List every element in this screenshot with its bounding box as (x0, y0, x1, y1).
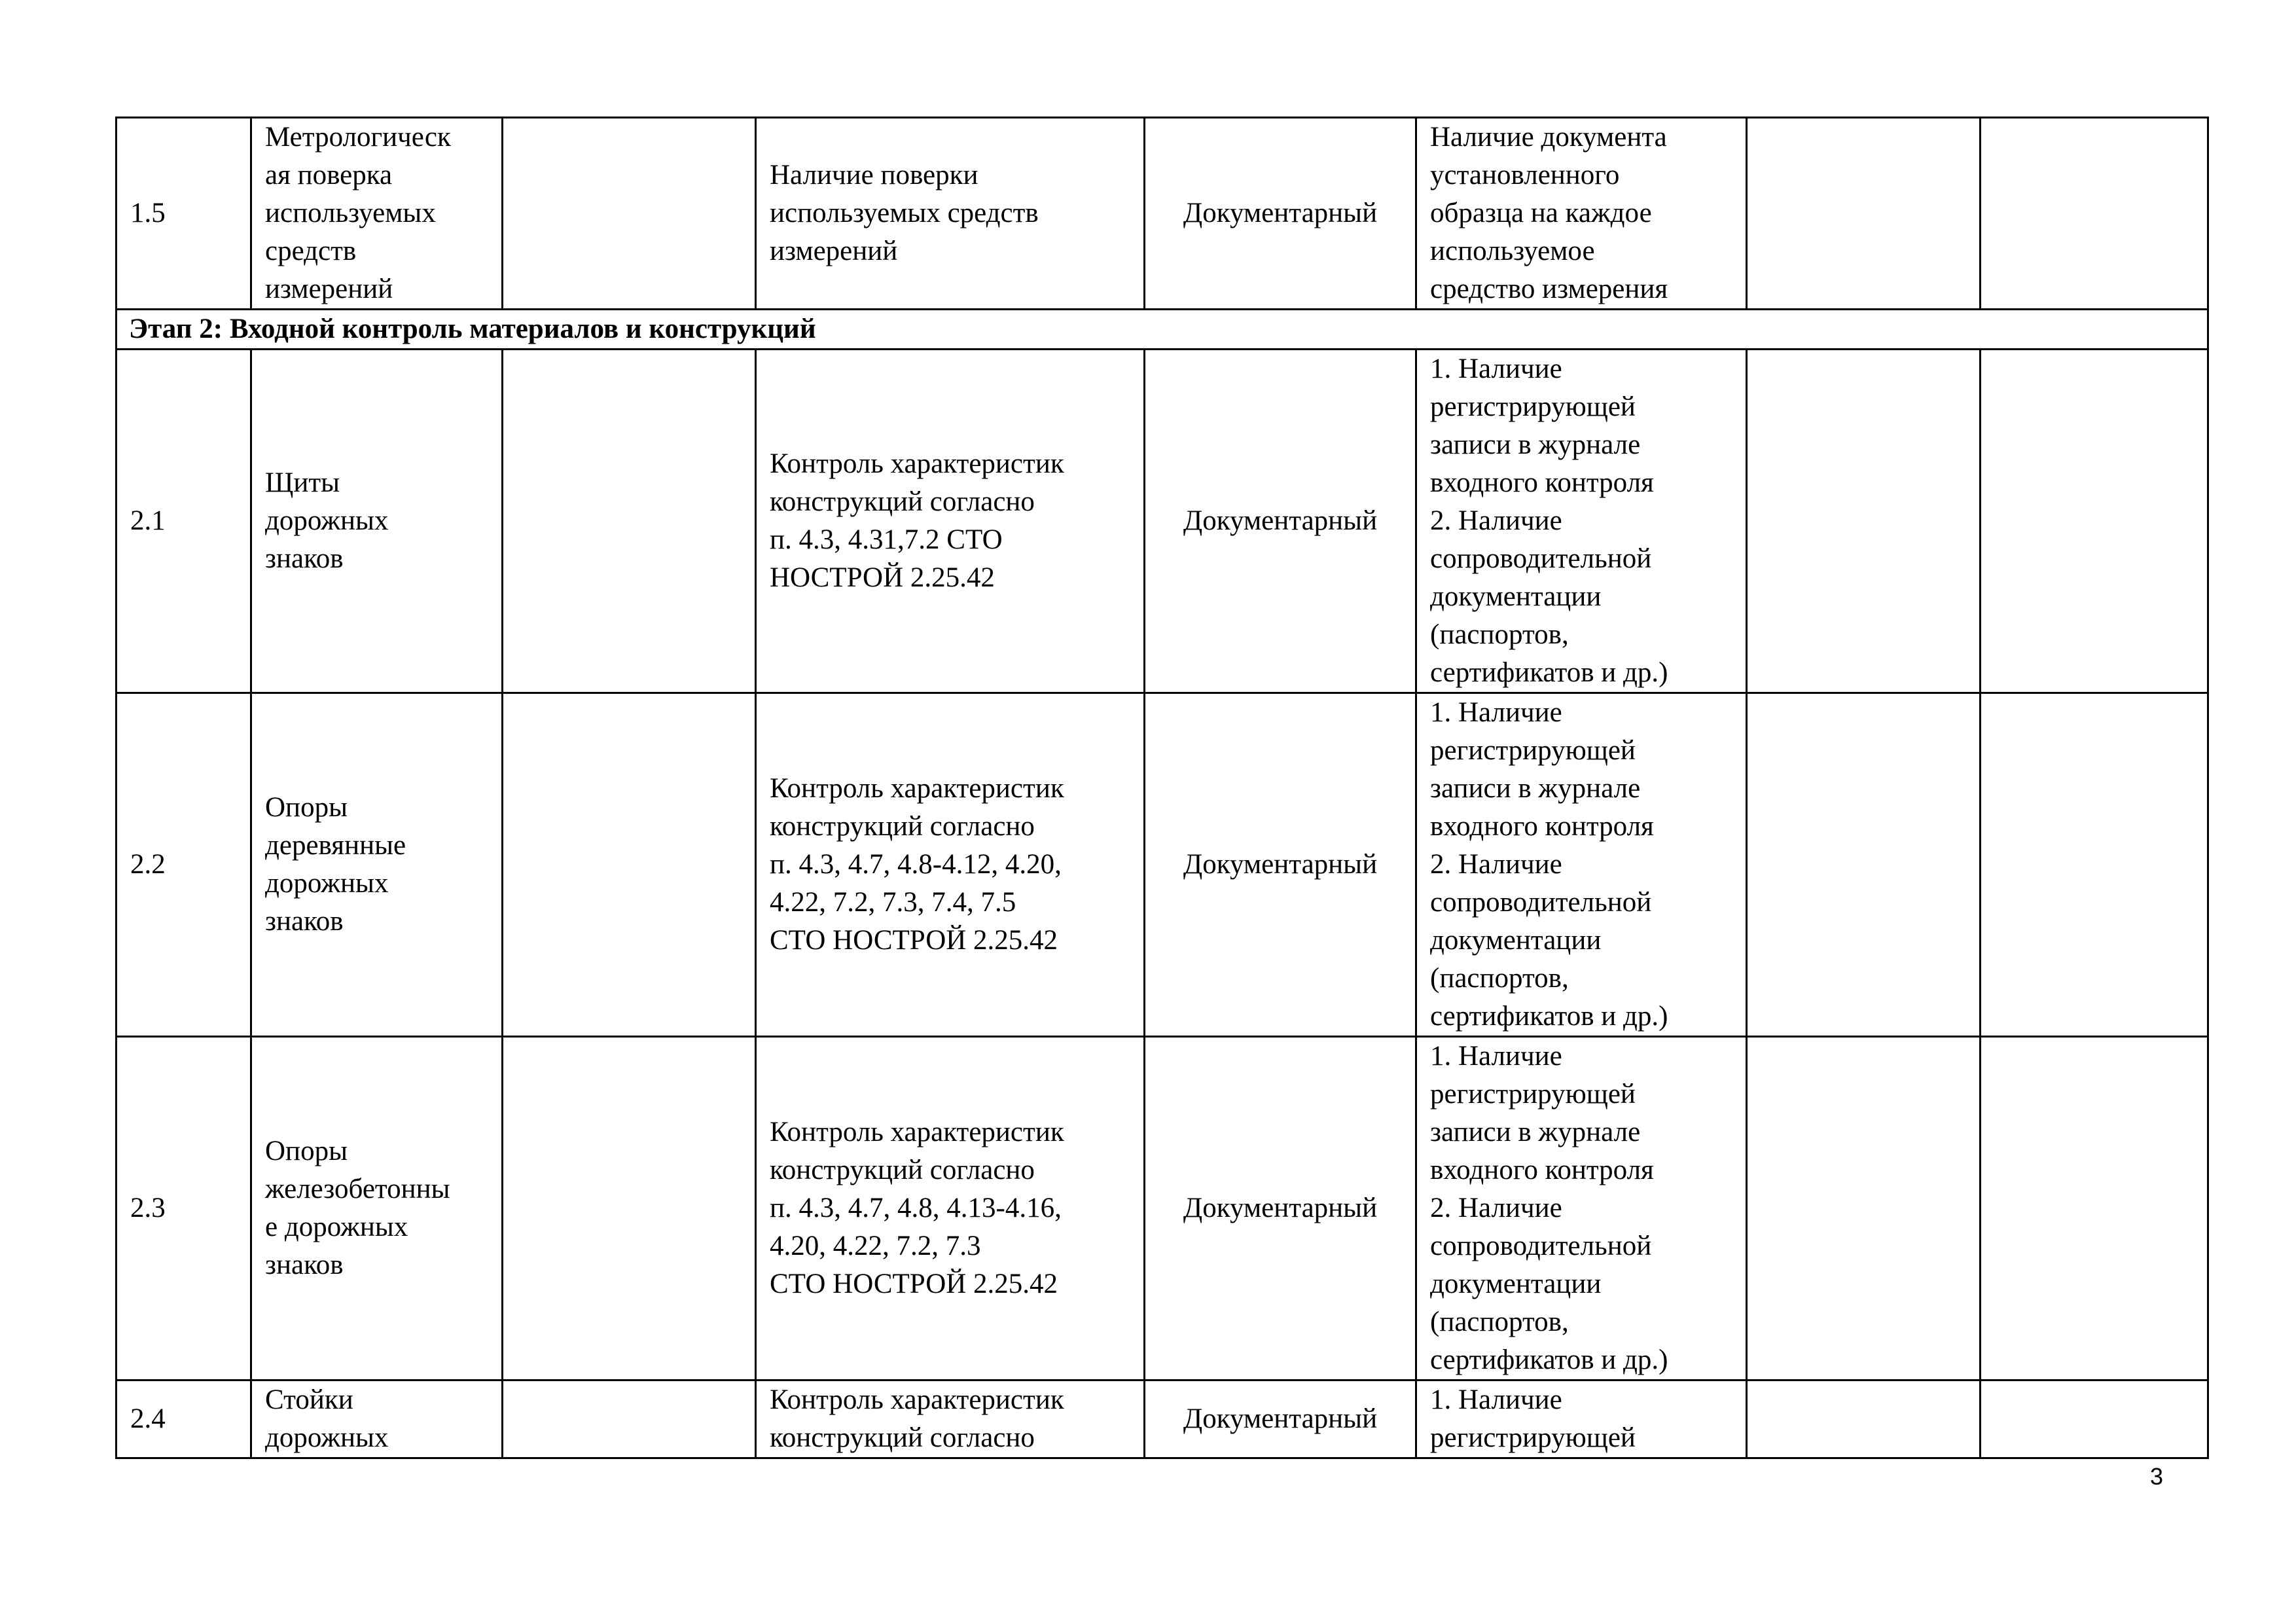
control-object: Метрологическ ая поверка используемых средств измерений (251, 118, 503, 310)
control-subject: Контроль характеристик конструкций согласно п. 4.3, 4.31,7.2 СТО НОСТРОЙ 2.25.42 (756, 350, 1145, 693)
empty-cell (503, 1037, 756, 1380)
control-subject: Наличие поверки используемых средств измерений (756, 118, 1145, 310)
empty-cell (1747, 118, 1981, 310)
empty-cell (1747, 693, 1981, 1037)
empty-cell (1747, 1037, 1981, 1380)
row-number: 2.2 (117, 693, 251, 1037)
control-subject: Контроль характеристик конструкций согласно п. 4.3, 4.7, 4.8-4.12, 4.20, 4.22, 7.2, 7.3, 7.4, 7.5 СТО НОСТРОЙ 2.25.42 (756, 693, 1145, 1037)
empty-cell (1981, 118, 2208, 310)
table-row (117, 1037, 2208, 1380)
empty-cell (503, 1380, 756, 1458)
control-method: Документарный (1145, 1380, 1416, 1458)
empty-cell (1747, 1380, 1981, 1458)
empty-cell (503, 693, 756, 1037)
control-table (115, 117, 2209, 1459)
page-number: 3 (2149, 1463, 2163, 1490)
control-requirement: 1. Наличие регистрирующей записи в журнале входного контроля 2. Наличие сопроводительной документации (паспортов, сертификатов и др.) (1416, 1037, 1747, 1380)
empty-cell (1981, 350, 2208, 693)
empty-cell (1981, 1037, 2208, 1380)
table-row (117, 1380, 2208, 1458)
table-row (117, 693, 2208, 1037)
control-object: Опоры железобетонны е дорожных знаков (251, 1037, 503, 1380)
row-number: 2.4 (117, 1380, 251, 1458)
control-method: Документарный (1145, 693, 1416, 1037)
control-subject: Контроль характеристик конструкций согласно п. 4.3, 4.7, 4.8, 4.13-4.16, 4.20, 4.22, 7.2, 7.3 СТО НОСТРОЙ 2.25.42 (756, 1037, 1145, 1380)
empty-cell (503, 118, 756, 310)
table-row (117, 118, 2208, 310)
empty-cell (503, 350, 756, 693)
row-number: 2.1 (117, 350, 251, 693)
empty-cell (1747, 350, 1981, 693)
stage-title: Этап 2: Входной контроль материалов и конструкций (117, 310, 2208, 350)
control-object: Стойки дорожных (251, 1380, 503, 1458)
control-requirement: 1. Наличие регистрирующей записи в журнале входного контроля 2. Наличие сопроводительной документации (паспортов, сертификатов и др.) (1416, 693, 1747, 1037)
control-method: Документарный (1145, 1037, 1416, 1380)
row-number: 2.3 (117, 1037, 251, 1380)
empty-cell (1981, 693, 2208, 1037)
control-requirement: 1. Наличие регистрирующей (1416, 1380, 1747, 1458)
control-object: Щиты дорожных знаков (251, 350, 503, 693)
empty-cell (1981, 1380, 2208, 1458)
control-method: Документарный (1145, 350, 1416, 693)
control-requirement: Наличие документа установленного образца на каждое используемое средство измерения (1416, 118, 1747, 310)
control-requirement: 1. Наличие регистрирующей записи в журнале входного контроля 2. Наличие сопроводительной документации (паспортов, сертификатов и др.) (1416, 350, 1747, 693)
control-method: Документарный (1145, 118, 1416, 310)
control-subject: Контроль характеристик конструкций согласно (756, 1380, 1145, 1458)
stage-header-row (117, 310, 2208, 350)
table-row (117, 350, 2208, 693)
control-object: Опоры деревянные дорожных знаков (251, 693, 503, 1037)
row-number: 1.5 (117, 118, 251, 310)
